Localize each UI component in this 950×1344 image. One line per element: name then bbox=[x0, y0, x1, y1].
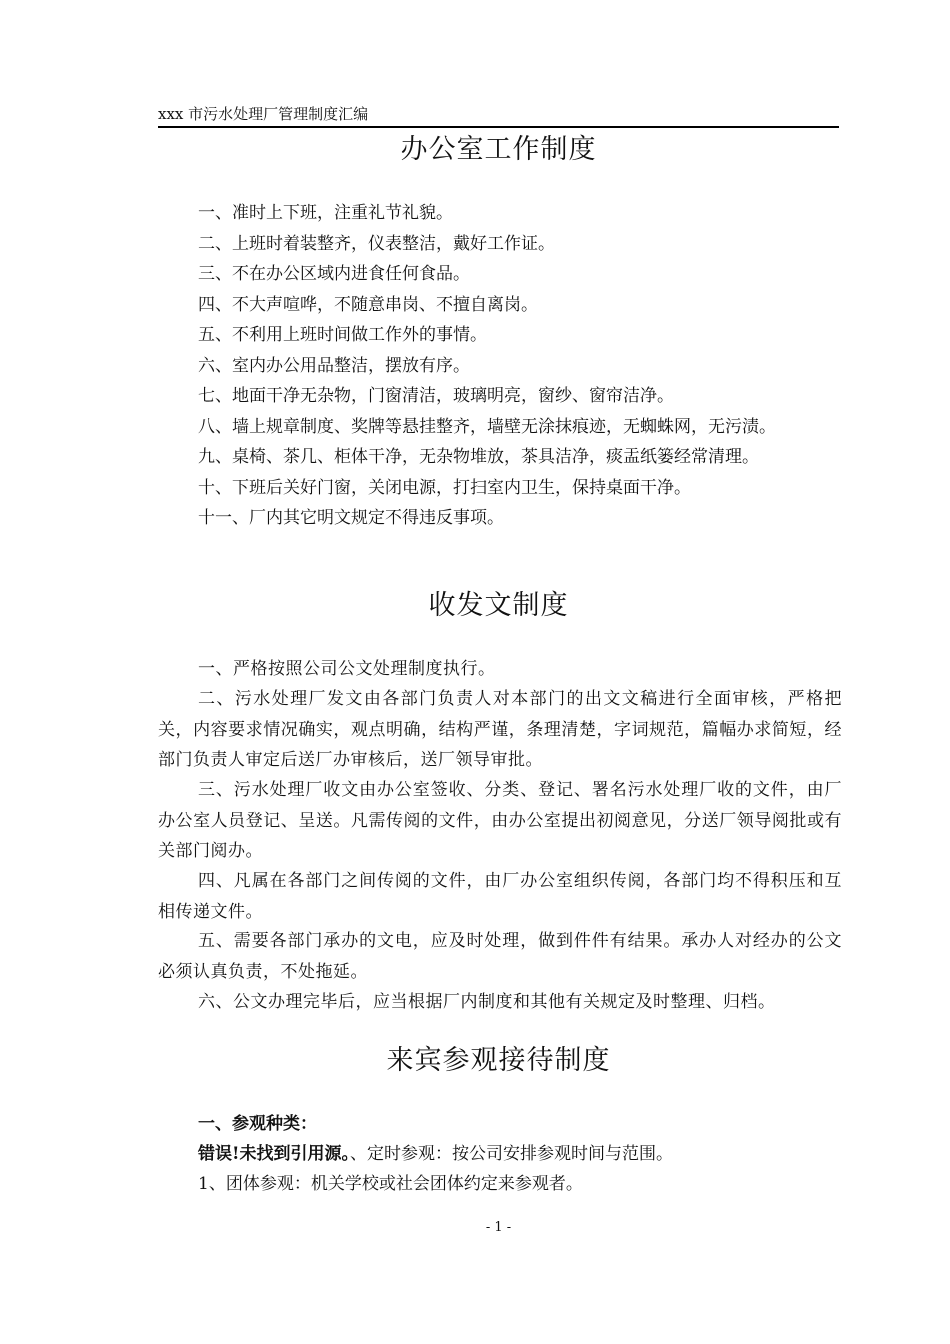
list-item: 六、室内办公用品整洁，摆放有序。 bbox=[198, 355, 470, 376]
list-item: 九、桌椅、茶几、柜体干净，无杂物堆放，茶具洁净，痰盂纸篓经常清理。 bbox=[198, 447, 759, 467]
visit-type-scheduled: 、定时参观：按公司安排参观时间与范围。 bbox=[349, 1144, 673, 1164]
list-item: 四、不大声喧哗，不随意串岗、不擅自离岗。 bbox=[198, 294, 538, 315]
section-title-office: 办公室工作制度 bbox=[400, 134, 597, 165]
office-rules-list bbox=[158, 198, 842, 534]
paragraph: 六、公文办理完毕后，应当根据厂内制度和其他有关规定及时整理、归档。 bbox=[198, 992, 776, 1012]
list-item: 五、不利用上班时间做工作外的事情。 bbox=[198, 325, 487, 345]
section-title-visitors: 来宾参观接待制度 bbox=[386, 1045, 611, 1076]
visit-type-line bbox=[198, 1139, 673, 1169]
running-header: xxx 市污水处理厂管理制度汇编 bbox=[158, 105, 369, 123]
paragraph: 四、凡属在各部门之间传阅的文件，由厂办公室组织传阅，各部门均不得积压和互相传递文件。 bbox=[158, 871, 842, 922]
paragraph: 一、严格按照公司公文处理制度执行。 bbox=[198, 659, 496, 679]
paragraph: 三、污水处理厂收文由办公室签收、分类、登记、署名污水处理厂收的文件，由厂办公室人员登记、呈送。凡需传阅的文件，由办公室提出初阅意见，分送厂领导阅批或有关部门阅办。 bbox=[158, 780, 842, 861]
paragraph: 五、需要各部门承办的文电，应及时处理，做到件件有结果。承办人对经办的公文必须认真负责，不处拖延。 bbox=[158, 931, 842, 982]
list-item: 七、地面干净无杂物，门窗清洁，玻璃明亮，窗纱、窗帘洁净。 bbox=[198, 386, 674, 406]
list-item: 十、下班后关好门窗，关闭电源，打扫室内卫生，保持桌面干净。 bbox=[198, 477, 691, 498]
reference-error-text: 错误!未找到引用源。 bbox=[198, 1144, 350, 1164]
header-divider bbox=[158, 126, 839, 128]
paragraph: 二、污水处理厂发文由各部门负责人对本部门的出文文稿进行全面审核，严格把关，内容要求情况确实，观点明确，结构严谨，条理清楚，字词规范，篇幅办求简短，经部门负责人审定后送厂办审核后，送厂领导审批。 bbox=[158, 689, 842, 770]
list-item: 十一、厂内其它明文规定不得违反事项。 bbox=[198, 508, 504, 528]
page-number: - 1 - bbox=[485, 1220, 512, 1235]
list-item: 二、上班时着装整齐，仪表整洁，戴好工作证。 bbox=[198, 233, 555, 254]
section-title-documents: 收发文制度 bbox=[428, 590, 569, 621]
visit-type-group: 1、团体参观：机关学校或社会团体约定来参观者。 bbox=[198, 1174, 583, 1194]
list-item: 八、墙上规章制度、奖牌等悬挂整齐，墙壁无涂抹痕迹，无蜘蛛网，无污渍。 bbox=[198, 416, 776, 437]
list-item: 一、准时上下班，注重礼节礼貌。 bbox=[198, 203, 453, 223]
list-item: 三、不在办公区域内进食任何食品。 bbox=[198, 264, 470, 284]
subheading-visit-types: 一、参观种类： bbox=[198, 1114, 317, 1134]
